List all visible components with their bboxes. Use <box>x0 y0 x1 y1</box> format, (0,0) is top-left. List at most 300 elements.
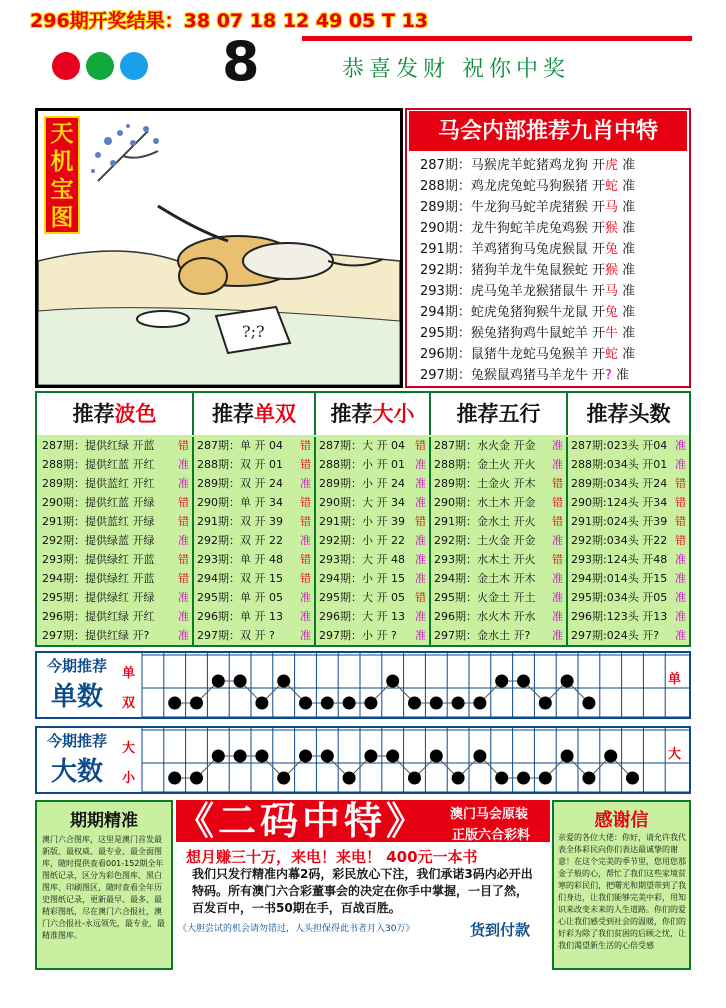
table-cell <box>197 588 311 607</box>
table-cell <box>571 588 686 607</box>
row-result: 准 <box>617 221 636 236</box>
cell-text: 290期：水土木 开金 <box>434 496 536 509</box>
cell-text: 295期：单 开 05 <box>197 591 283 604</box>
table-cell <box>434 493 563 512</box>
table-cell <box>42 588 189 607</box>
cell-result: 准 <box>675 610 686 623</box>
tianji-title: 天机宝图 <box>44 116 80 234</box>
cell-text: 295期：大 开 05 <box>319 591 405 604</box>
cell-result: 准 <box>675 553 686 566</box>
cell-result: 错 <box>552 553 563 566</box>
chart-point <box>299 750 312 763</box>
cell-text: 290期：单 开 34 <box>197 496 283 509</box>
header-text: 推荐 <box>330 401 373 426</box>
nine-zodiac-row <box>420 281 690 302</box>
cell-result: 错 <box>300 439 311 452</box>
odd-even-dot-chart <box>118 651 691 719</box>
header-highlight: 波色 <box>114 401 157 426</box>
cell-result: 准 <box>415 629 426 642</box>
row-text: 290期：龙牛狗蛇羊虎兔鸡猴 开 <box>420 221 605 236</box>
row-hit: 蛇 <box>604 347 618 362</box>
chart-top-label: 单 <box>122 666 136 681</box>
cell-result: 准 <box>178 629 189 642</box>
cell-result: 错 <box>300 458 311 471</box>
chart-point <box>212 750 225 763</box>
table-cell <box>319 474 426 493</box>
row-result: 准 <box>617 179 636 194</box>
chart-point <box>386 675 399 688</box>
chart-point <box>495 675 508 688</box>
cell-result: 准 <box>675 572 686 585</box>
table-cell <box>571 531 686 550</box>
cell-text: 297期：小 开 ? <box>319 629 397 642</box>
row-text: 288期：鸡龙虎兔蛇马狗猴猪 开 <box>420 179 605 194</box>
table-cell <box>571 550 686 569</box>
nine-zodiac-row <box>420 176 690 197</box>
row-hit: 蛇 <box>604 179 618 194</box>
cell-text: 294期：提供绿红 开蓝 <box>42 572 155 585</box>
big-small-chart-label <box>37 728 117 792</box>
header-text: 推荐头数 <box>586 401 671 426</box>
chart-point <box>299 697 312 710</box>
table-cell <box>434 550 563 569</box>
cell-text: 288期:034头 开01 <box>571 458 668 471</box>
table-cell <box>197 512 311 531</box>
nine-zodiac-title: 马会内部推荐九肖中特 <box>409 111 687 151</box>
accuracy-title: 期期精准 <box>70 811 138 831</box>
cell-result: 错 <box>552 515 563 528</box>
header-slogan: 恭喜发财 祝你中奖 <box>342 57 570 82</box>
cell-result: 准 <box>178 610 189 623</box>
header-text: 推荐 <box>212 401 254 426</box>
chart1-label-b: 单数 <box>50 682 103 712</box>
row-hit: 兔 <box>604 305 618 320</box>
row-text: 287期：马猴虎羊蛇猪鸡龙狗 开 <box>420 158 605 173</box>
table-cell <box>42 512 189 531</box>
cell-text: 287期：大 开 04 <box>319 439 405 452</box>
row-text: 297期：兔猴鼠鸡猪马羊龙牛 开 <box>420 368 605 383</box>
cell-text: 294期：金土木 开木 <box>434 572 536 585</box>
cell-text: 295期：火金土 开土 <box>434 591 536 604</box>
chart-point <box>495 772 508 785</box>
cell-result: 准 <box>675 458 686 471</box>
chart-bottom-label: 小 <box>122 771 136 786</box>
chart-end-label: 大 <box>668 747 682 762</box>
cell-result: 准 <box>675 629 686 642</box>
table-cell <box>42 550 189 569</box>
odd-even-chart-label <box>37 653 117 717</box>
cell-result: 错 <box>415 591 426 604</box>
cell-text: 296期：提供红绿 开红 <box>42 610 155 623</box>
table-cell <box>434 569 563 588</box>
table-cell <box>319 512 426 531</box>
chart-point <box>517 675 530 688</box>
table-cell <box>197 626 311 645</box>
cell-result: 错 <box>178 515 189 528</box>
chart-point <box>430 750 443 763</box>
table-cell <box>571 569 686 588</box>
chart-point <box>343 772 356 785</box>
chart-point <box>190 772 203 785</box>
row-result: 准 <box>611 368 629 383</box>
two-code-title: 《二码中特》 <box>176 798 429 843</box>
table-cell <box>197 474 311 493</box>
chart-point <box>343 697 356 710</box>
thanks-letter-text: 亲爱的各位大佬：你好，请允许我代表全体彩民向你们表达最诚挚的谢意！在这个完美的季节里，您用您那金子般的心，帮忙了我们这些家境贫寒的彩民们，把曙光和期望带到了我们身边，让我们能够完美中彩，用知识来改变未来的人生道路。你们的爱心让我们感受到社会的温暖，你们的好彩为除了我们贫困的后顾之忧，让我们渴望新生活的心倍受感 <box>558 833 686 950</box>
cell-text: 296期：单 开 13 <box>197 610 283 623</box>
row-hit: 马 <box>604 284 618 299</box>
column-header <box>566 393 689 435</box>
column-divider <box>429 437 431 645</box>
table-cell <box>319 436 426 455</box>
issue-digit: 8 <box>222 30 260 93</box>
chart-point <box>277 675 290 688</box>
row-hit: 牛 <box>604 326 618 341</box>
promo-footnote: 《大胆尝试的机会请勿错过，人头担保得此书者月入30万》 <box>178 924 415 934</box>
cash-on-delivery: 货到付款 <box>470 921 531 939</box>
cell-result: 准 <box>552 610 563 623</box>
cell-text: 293期：水木土 开火 <box>434 553 536 566</box>
draw-result: 296期开奖结果：38 07 18 12 49 05 T 13 <box>30 10 429 32</box>
cell-text: 290期：大 开 34 <box>319 496 405 509</box>
banner-side-line-1: 澳门马会原装 <box>450 807 529 822</box>
chart-point <box>234 750 247 763</box>
cell-text: 291期：提供蓝红 开绿 <box>42 515 155 528</box>
table-cell <box>319 550 426 569</box>
blue-ball-icon <box>120 52 148 80</box>
table-cell <box>434 607 563 626</box>
chart-point <box>321 697 334 710</box>
column-divider <box>314 437 316 645</box>
cell-text: 287期：提供红绿 开蓝 <box>42 439 155 452</box>
chart-point <box>473 750 486 763</box>
banner-side-line-2: 正版六合彩料 <box>452 828 531 843</box>
cell-text: 291期：小 开 39 <box>319 515 405 528</box>
cell-text: 293期：单 开 48 <box>197 553 283 566</box>
cell-result: 准 <box>552 439 563 452</box>
nine-zodiac-row <box>420 365 690 386</box>
table-cell <box>42 531 189 550</box>
row-result: 准 <box>617 284 636 299</box>
table-cell <box>434 626 563 645</box>
row-result: 准 <box>617 242 636 257</box>
nine-zodiac-row <box>420 197 690 218</box>
chart-point <box>473 697 486 710</box>
table-cell <box>319 588 426 607</box>
header-highlight: 大小 <box>372 401 415 426</box>
cell-text: 294期:014头 开15 <box>571 572 668 585</box>
cell-result: 错 <box>675 534 686 547</box>
cell-text: 295期:034头 开05 <box>571 591 668 604</box>
table-cell <box>571 626 686 645</box>
nine-zodiac-row <box>420 218 690 239</box>
chart-point <box>386 750 399 763</box>
table-cell <box>197 569 311 588</box>
chart-point <box>234 675 247 688</box>
chart-point <box>364 697 377 710</box>
cell-result: 错 <box>675 515 686 528</box>
cell-result: 准 <box>415 496 426 509</box>
cell-result: 准 <box>300 477 311 490</box>
table-cell <box>42 607 189 626</box>
cell-text: 287期:023头 开04 <box>571 439 668 452</box>
cell-result: 错 <box>300 515 311 528</box>
chart-point <box>539 772 552 785</box>
cell-result: 准 <box>675 439 686 452</box>
table-cell <box>434 531 563 550</box>
table-cell <box>197 436 311 455</box>
table-cell <box>319 607 426 626</box>
row-text: 291期：羊鸡猪狗马兔虎猴鼠 开 <box>420 242 605 257</box>
table-cell <box>434 588 563 607</box>
table-cell <box>42 626 189 645</box>
chart-point <box>321 750 334 763</box>
chart-point <box>408 697 421 710</box>
cell-result: 错 <box>178 496 189 509</box>
table-cell <box>571 512 686 531</box>
cell-result: 错 <box>415 515 426 528</box>
header-text: 推荐五行 <box>456 401 541 426</box>
table-cell <box>319 531 426 550</box>
chart-point <box>168 697 181 710</box>
cell-text: 289期:034头 开24 <box>571 477 668 490</box>
cell-result: 准 <box>552 629 563 642</box>
green-ball-icon <box>86 52 114 80</box>
cell-result: 错 <box>300 572 311 585</box>
cell-result: 错 <box>415 439 426 452</box>
cell-result: 准 <box>178 458 189 471</box>
cell-result: 错 <box>300 496 311 509</box>
table-cell <box>319 626 426 645</box>
row-text: 289期：牛龙狗马蛇羊虎猪猴 开 <box>420 200 605 215</box>
cell-result: 准 <box>300 591 311 604</box>
chart-point <box>582 697 595 710</box>
table-cell <box>197 455 311 474</box>
table-cell <box>434 512 563 531</box>
cell-result: 错 <box>178 572 189 585</box>
cell-result: 准 <box>415 610 426 623</box>
chart-point <box>517 772 530 785</box>
column-header <box>192 393 314 435</box>
cell-text: 297期：金水土 开? <box>434 629 531 642</box>
cell-text: 288期：小 开 01 <box>319 458 405 471</box>
chart-point <box>255 750 268 763</box>
red-ball-icon <box>52 52 80 80</box>
cell-result: 准 <box>178 477 189 490</box>
chart-point <box>430 697 443 710</box>
cell-text: 296期：水火木 开水 <box>434 610 536 623</box>
cell-result: 错 <box>675 477 686 490</box>
chart-point <box>561 675 574 688</box>
cell-text: 297期：双 开 ? <box>197 629 275 642</box>
table-cell <box>319 493 426 512</box>
chart-point <box>561 750 574 763</box>
cell-result: 错 <box>552 477 563 490</box>
chart-point <box>255 697 268 710</box>
cell-result: 准 <box>178 534 189 547</box>
cell-text: 292期：小 开 22 <box>319 534 405 547</box>
row-hit: ? <box>604 368 612 383</box>
table-cell <box>434 474 563 493</box>
cell-text: 295期：提供绿红 开绿 <box>42 591 155 604</box>
cell-result: 错 <box>178 553 189 566</box>
nine-zodiac-row <box>420 239 690 260</box>
chart-point <box>190 697 203 710</box>
cell-text: 292期：双 开 22 <box>197 534 283 547</box>
column-divider <box>566 437 568 645</box>
chart-point <box>582 772 595 785</box>
cell-text: 291期:024头 开39 <box>571 515 668 528</box>
column-divider <box>192 437 194 645</box>
cell-text: 290期:124头 开34 <box>571 496 668 509</box>
row-result: 准 <box>617 347 636 362</box>
cell-text: 297期:024头 开? <box>571 629 660 642</box>
cell-result: 错 <box>178 439 189 452</box>
nine-zodiac-row <box>420 260 690 281</box>
cell-text: 290期：提供红蓝 开绿 <box>42 496 155 509</box>
cell-text: 289期：双 开 24 <box>197 477 283 490</box>
header-highlight: 单双 <box>254 401 296 426</box>
cell-text: 296期：大 开 13 <box>319 610 405 623</box>
header-text: 推荐 <box>72 401 115 426</box>
chart-point <box>408 772 421 785</box>
chart2-label-a: 今期推荐 <box>46 732 107 750</box>
table-cell <box>42 436 189 455</box>
cell-text: 293期：提供绿红 开蓝 <box>42 553 155 566</box>
chart-point <box>452 772 465 785</box>
chart-point <box>604 750 617 763</box>
nine-zodiac-row <box>420 302 690 323</box>
nine-zodiac-row <box>420 323 690 344</box>
row-result: 准 <box>617 263 636 278</box>
cell-text: 289期：土金火 开木 <box>434 477 536 490</box>
chart-point <box>626 772 639 785</box>
table-cell <box>197 493 311 512</box>
row-result: 准 <box>617 158 636 173</box>
nine-zodiac-row <box>420 344 690 365</box>
promo-body: 我们只发行精准内幕2码，彩民放心下注，我们承诺3码内必开出特码。所有澳门六合彩董事会的决定在你手中掌握，一目了然，百发百中，一书50期在手，百战百胜。 <box>192 867 533 915</box>
cell-text: 289期：小 开 24 <box>319 477 405 490</box>
cell-result: 准 <box>415 553 426 566</box>
chart-point <box>539 697 552 710</box>
table-cell <box>434 436 563 455</box>
chart-point <box>364 750 377 763</box>
cell-text: 288期：金土火 开火 <box>434 458 536 471</box>
column-header <box>314 393 429 435</box>
big-small-dot-chart <box>118 726 691 794</box>
table-cell <box>42 569 189 588</box>
row-text: 292期：猪狗羊龙牛兔鼠猴蛇 开 <box>420 263 605 278</box>
table-cell <box>571 455 686 474</box>
column-header <box>429 393 566 435</box>
cell-text: 287期：单 开 04 <box>197 439 283 452</box>
cell-result: 准 <box>178 591 189 604</box>
thanks-letter-title: 感谢信 <box>594 810 649 831</box>
cell-text: 293期:124头 开48 <box>571 553 668 566</box>
tianji-illustration <box>38 111 400 385</box>
cell-text: 291期：双 开 39 <box>197 515 283 528</box>
chart2-label-b: 大数 <box>50 757 103 787</box>
row-result: 准 <box>617 200 636 215</box>
chart-point <box>168 772 181 785</box>
cell-result: 错 <box>675 496 686 509</box>
chart-point <box>452 697 465 710</box>
cell-text: 292期：土火金 开金 <box>434 534 536 547</box>
chart-bottom-label: 双 <box>122 696 136 711</box>
cell-text: 296期:123头 开13 <box>571 610 668 623</box>
table-cell <box>197 607 311 626</box>
table-cell <box>571 436 686 455</box>
cell-text: 292期：提供绿蓝 开绿 <box>42 534 155 547</box>
row-hit: 兔 <box>604 242 618 257</box>
row-hit: 猴 <box>604 263 618 278</box>
table-cell <box>319 455 426 474</box>
cell-result: 准 <box>415 534 426 547</box>
row-hit: 虎 <box>604 158 618 173</box>
table-cell <box>197 550 311 569</box>
row-hit: 猴 <box>604 221 618 236</box>
row-text: 295期：猴兔猪狗鸡牛鼠蛇羊 开 <box>420 326 605 341</box>
cell-result: 准 <box>675 591 686 604</box>
accuracy-text: 澳门六合图库，这里是澳门首发最新版、最权威、最专业、最全面图库，随时提供查看001-152期全年图纸记录，区分为彩色图库、黑白图库、印刷图区，随时查看全年历史图纸记录，更新最早、最多、最精彩图纸，尽在澳门六合报社，澳门六合报社-永远领先，最专业，最精准图库。 <box>42 835 165 940</box>
cell-result: 准 <box>300 610 311 623</box>
cell-text: 289期：提供蓝红 开红 <box>42 477 155 490</box>
column-header <box>37 393 192 435</box>
cell-result: 准 <box>552 458 563 471</box>
row-result: 准 <box>617 305 636 320</box>
row-hit: 马 <box>604 200 618 215</box>
cell-text: 288期：提供红蓝 开红 <box>42 458 155 471</box>
cell-result: 错 <box>552 496 563 509</box>
cell-result: 准 <box>300 629 311 642</box>
chart1-label-a: 今期推荐 <box>46 657 107 675</box>
row-text: 294期：蛇虎兔猪狗猴牛龙鼠 开 <box>420 305 605 320</box>
cell-result: 准 <box>415 458 426 471</box>
table-cell <box>42 493 189 512</box>
table-cell <box>434 455 563 474</box>
cell-result: 准 <box>552 591 563 604</box>
cell-text: 293期：大 开 48 <box>319 553 405 566</box>
chart-top-label: 大 <box>122 741 136 756</box>
table-cell <box>42 474 189 493</box>
row-result: 准 <box>617 326 636 341</box>
cell-result: 准 <box>552 534 563 547</box>
earn-slogan: 想月赚三十万，来电！来电！ 400元一本书 <box>186 848 478 866</box>
chart-point <box>277 772 290 785</box>
cell-result: 错 <box>300 553 311 566</box>
table-cell <box>42 455 189 474</box>
svg-text:?;?: ?;? <box>242 322 265 341</box>
cell-result: 准 <box>415 477 426 490</box>
table-cell <box>197 531 311 550</box>
row-text: 296期：鼠猪牛龙蛇马兔猴羊 开 <box>420 347 605 362</box>
tianji-picture-frame <box>35 108 403 388</box>
table-cell <box>319 569 426 588</box>
table-cell <box>571 493 686 512</box>
chart-end-label: 单 <box>668 672 682 687</box>
header-divider <box>302 36 692 41</box>
cell-text: 297期：提供红绿 开? <box>42 629 150 642</box>
cell-text: 294期：双 开 15 <box>197 572 283 585</box>
table-cell <box>571 474 686 493</box>
nine-zodiac-row <box>420 155 690 176</box>
row-text: 293期：虎马兔羊龙猴猪鼠牛 开 <box>420 284 605 299</box>
cell-result: 准 <box>415 572 426 585</box>
table-cell <box>571 607 686 626</box>
cell-text: 294期：小 开 15 <box>319 572 405 585</box>
cell-result: 准 <box>552 572 563 585</box>
cell-result: 准 <box>300 534 311 547</box>
